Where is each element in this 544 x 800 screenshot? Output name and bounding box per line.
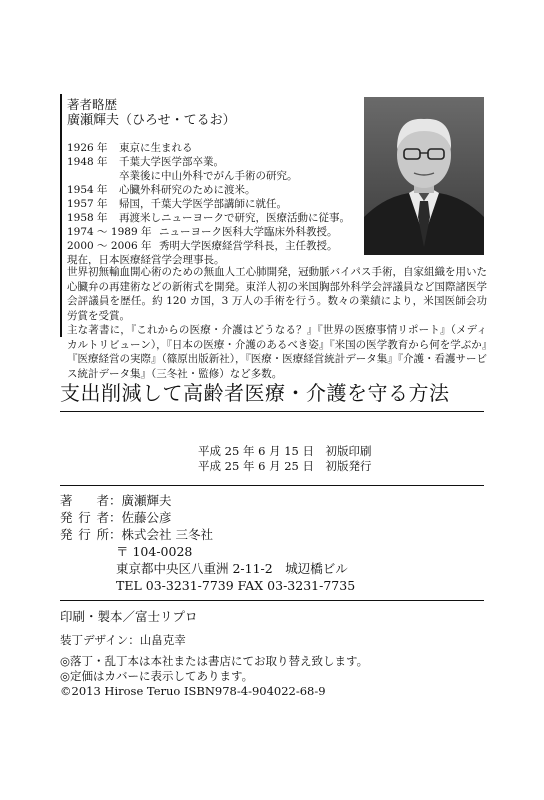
printing-credit: 印刷・製本／富士リプロ	[60, 609, 198, 624]
author-label: 著 者	[60, 493, 109, 508]
timeline-event: 東京に生まれる	[119, 142, 193, 154]
postal-code: 〒 104-0028	[116, 544, 193, 559]
divider	[60, 411, 484, 412]
colophon-credits	[60, 492, 355, 594]
timeline-event: 帰国，千葉大学医学部講師に就任。	[119, 198, 287, 210]
divider	[60, 485, 484, 486]
timeline-event: 再渡米しニューヨークで研究，医療活動に従事。	[119, 212, 350, 224]
timeline-event: 千葉大学医学部卒業。	[119, 156, 224, 168]
timeline-event: 現在，日本医療経営学会理事長。	[67, 254, 225, 266]
publishing-house-label: 発行所	[60, 527, 109, 542]
publisher-label: 発行者	[60, 510, 109, 525]
author-credit: 著 者：廣瀬輝夫	[60, 493, 172, 508]
timeline-row	[67, 155, 224, 169]
phone-fax: TEL 03-3231-7739 FAX 03-3231-7735	[116, 578, 356, 593]
timeline-year: 1957 年	[67, 198, 108, 210]
author-photo	[364, 97, 484, 255]
address: 東京都中央区八重洲 2-11-2 城辺橋ビル	[116, 561, 348, 576]
author-name: 廣瀬輝夫（ひろせ・てるお）	[67, 113, 236, 128]
note-line: ◎定価はカバーに表示してあります。	[60, 669, 254, 683]
design-credit: 装丁デザイン：山畠克幸	[60, 633, 186, 647]
timeline-event: ニューヨーク医科大学臨床外科教授。	[159, 226, 338, 238]
note-line: ◎落丁・乱丁本は本社または書店にてお取り替え致します。	[60, 654, 369, 668]
timeline-row	[67, 141, 193, 155]
timeline-event: 卒業後に中山外科でがん手術の研究。	[119, 170, 298, 182]
bio-heading: 著者略歴	[67, 97, 118, 112]
publishing-house-value: 株式会社 三冬社	[121, 527, 213, 542]
timeline-event: 秀明大学医療経営学科長，主任教授。	[159, 240, 338, 252]
timeline-row	[67, 183, 256, 197]
timeline-year: 2000 ～ 2006 年	[67, 240, 152, 252]
publisher-value: 佐藤公彦	[121, 510, 172, 525]
author-value: 廣瀬輝夫	[121, 493, 172, 508]
bio-publications: 主な著書に，『これからの医療・介護はどうなる？』『世界の医療事情リポート』（メディカルトリビューン），『日本の医療・介護のあるべき姿』『米国の医学教育から何を学ぶか』『医療経営の実際』（篠原出版新社），『医療・医療経営統計データ集』『介護・看護サービス統計データ集』（三冬社・監修）など多数。	[67, 324, 487, 380]
colophon-notes	[60, 654, 368, 699]
publishing-house-credit: 発行所：株式会社 三冬社	[60, 527, 213, 542]
issue-date: 平成 25 年 6 月 25 日 初版発行	[198, 459, 372, 473]
timeline-row	[67, 197, 287, 211]
timeline-year: 1974 ～ 1989 年	[67, 226, 152, 238]
book-title: 支出削減して高齢者医療・介護を守る方法	[60, 381, 450, 405]
timeline-year: 1958 年	[67, 212, 108, 224]
print-date: 平成 25 年 6 月 15 日 初版印刷	[198, 444, 372, 458]
timeline-year: 1948 年	[67, 156, 108, 168]
timeline-row	[67, 169, 298, 183]
publication-dates	[198, 444, 372, 474]
copyright-isbn: ©2013 Hirose Teruo ISBN978-4-904022-68-9	[60, 684, 326, 698]
divider	[60, 600, 484, 601]
timeline-year: 1926 年	[67, 142, 108, 154]
publisher-credit: 発行者：佐藤公彦	[60, 510, 172, 525]
timeline-row	[67, 225, 338, 239]
timeline-year: 1954 年	[67, 184, 108, 196]
bio-paragraphs	[67, 265, 487, 381]
bio-achievements: 世界初無輸血開心術のための無血人工心肺開発，冠動脈バイパス手術，自家組織を用いた心臓弁の再建術などの新術式を開発。東洋人初の米国胸部外科学会評議員など国際諸医学会評議員を歴任。約 120 カ国，3 万人の手術を行う。数々の業績により，米国医師会功労賞を受賞。	[67, 266, 487, 322]
timeline-row	[67, 239, 338, 253]
timeline-event: 心臓外科研究のために渡米。	[119, 184, 256, 196]
timeline-row	[67, 211, 350, 225]
